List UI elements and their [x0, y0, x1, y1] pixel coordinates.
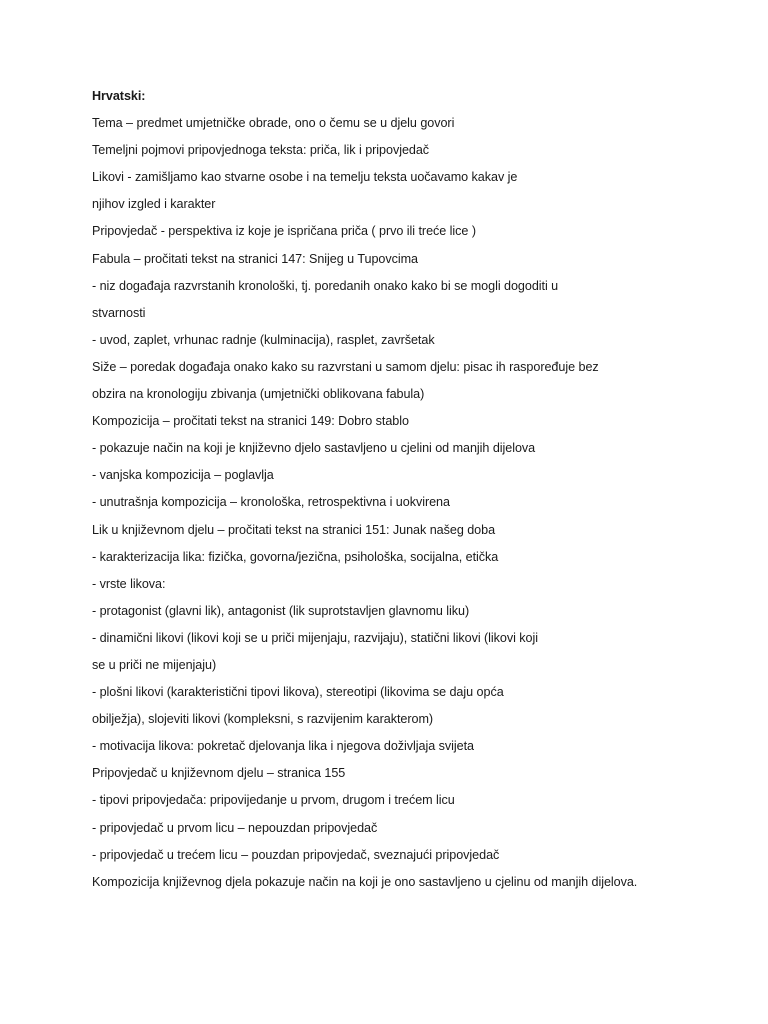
text-line: stvarnosti — [92, 305, 146, 320]
text-line: - plošni likovi (karakteristični tipovi likova), stereotipi (likovima se daju opća — [92, 685, 504, 700]
text-line: Siže – poredak događaja onako kako su razvrstani u samom djelu: pisac ih raspoređuje bez — [92, 359, 599, 374]
text-line: - pripovjedač u trećem licu – pouzdan pripovjedač, sveznajući pripovjedač — [92, 847, 500, 862]
text-line: - dinamični likovi (likovi koji se u priči mijenjaju, razvijaju), statični likovi (likovi koji — [92, 630, 539, 645]
text-line: njihov izgled i karakter — [92, 197, 216, 212]
text-line: se u priči ne mijenjaju) — [92, 657, 217, 672]
text-line: - protagonist (glavni lik), antagonist (lik suprotstavljen glavnomu liku) — [92, 603, 470, 618]
text-line: Pripovjedač u književnom djelu – stranica 155 — [92, 766, 346, 781]
document-body — [92, 86, 752, 899]
text-line: Kompozicija – pročitati tekst na stranici 149: Dobro stablo — [92, 414, 409, 429]
text-line: obilježja), slojeviti likovi (kompleksni, s razvijenim karakterom) — [92, 712, 434, 727]
text-line: Fabula – pročitati tekst na stranici 147: Snijeg u Tupovcima — [92, 251, 419, 266]
text-line: - uvod, zaplet, vrhunac radnje (kulminacija), rasplet, završetak — [92, 332, 435, 347]
text-line: Pripovjedač - perspektiva iz koje je ispričana priča ( prvo ili treće lice ) — [92, 224, 476, 239]
text-line: - niz događaja razvrstanih kronološki, tj. poredanih onako kako bi se mogli dogoditi u — [92, 278, 559, 293]
text-line: - tipovi pripovjedača: pripovijedanje u prvom, drugom i trećem licu — [92, 793, 455, 808]
text-line: - karakterizacija lika: fizička, govorna/jezična, psihološka, socijalna, etička — [92, 549, 499, 564]
text-line: Lik u književnom djelu – pročitati tekst na stranici 151: Junak našeg doba — [92, 522, 496, 537]
text-line: Temeljni pojmovi pripovjednoga teksta: priča, lik i pripovjedač — [92, 143, 430, 158]
text-line: - vrste likova: — [92, 576, 166, 591]
text-line: Likovi - zamišljamo kao stvarne osobe i na temelju teksta uočavamo kakav je — [92, 170, 518, 185]
text-line: - vanjska kompozicija – poglavlja — [92, 468, 274, 483]
text-line: - pripovjedač u prvom licu – nepouzdan pripovjedač — [92, 820, 378, 835]
text-line: Kompozicija književnog djela pokazuje način na koji je ono sastavljeno u cjelinu od manjih dijelova. — [92, 874, 638, 889]
text-line: Tema – predmet umjetničke obrade, ono o čemu se u djelu govori — [92, 116, 455, 131]
text-line: - motivacija likova: pokretač djelovanja lika i njegova doživljaja svijeta — [92, 739, 474, 754]
text-line: - unutrašnja kompozicija – kronološka, retrospektivna i uokvirena — [92, 495, 450, 510]
document-heading: Hrvatski: — [92, 89, 146, 103]
text-line: - pokazuje način na koji je književno djelo sastavljeno u cjelini od manjih dijelova — [92, 441, 536, 456]
text-line: obzira na kronologiju zbivanja (umjetnički oblikovana fabula) — [92, 387, 425, 402]
